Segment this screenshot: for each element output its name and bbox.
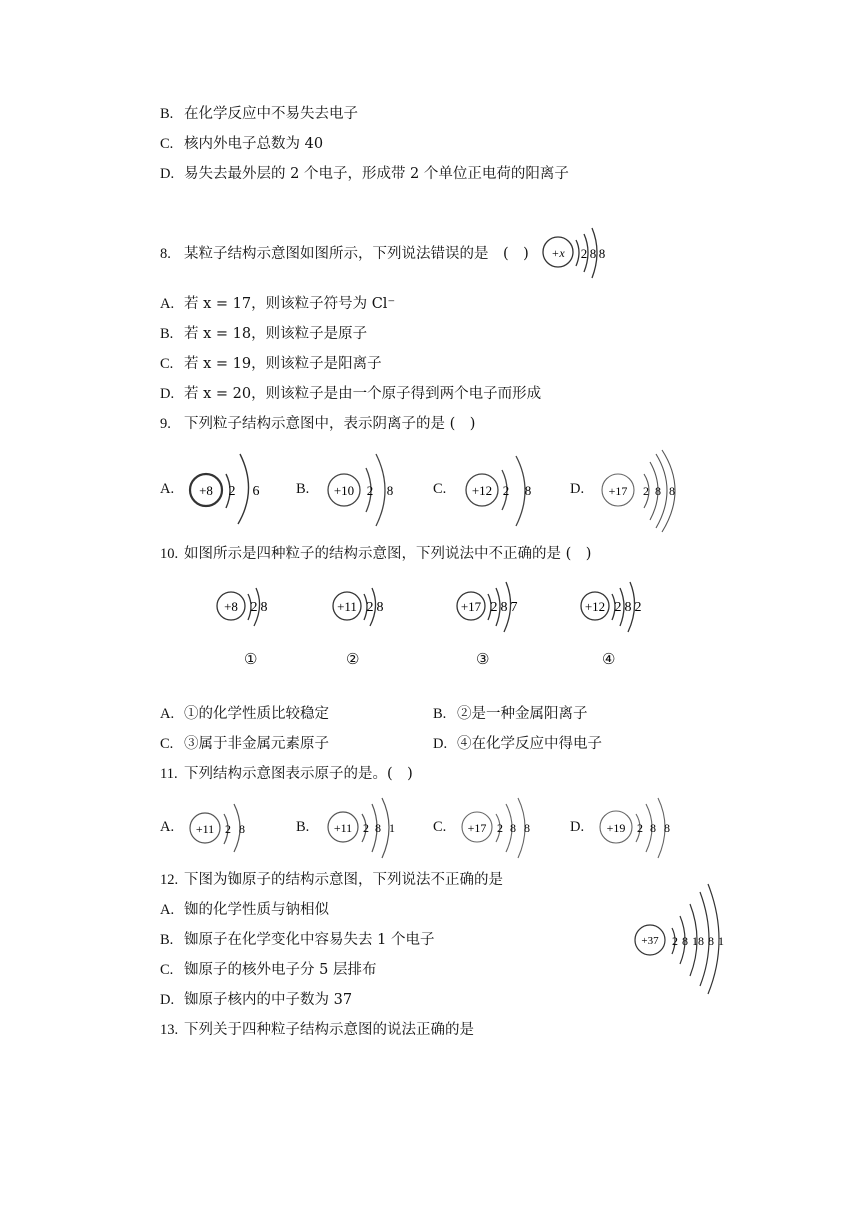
q12-option-d: D. 铷原子核内的中子数为 37 bbox=[160, 992, 353, 1008]
svg-text:+37: +37 bbox=[641, 935, 659, 947]
q10-caption-4: ④ bbox=[602, 650, 616, 668]
svg-text:1: 1 bbox=[389, 821, 395, 835]
svg-text:1: 1 bbox=[718, 934, 724, 948]
svg-text:+8: +8 bbox=[224, 599, 238, 614]
svg-text:18: 18 bbox=[692, 934, 704, 948]
q11-option-d-label: D. bbox=[570, 819, 585, 835]
svg-text:8: 8 bbox=[650, 821, 656, 835]
q7-option-d: D. 易失去最外层的 2 个电子，形成带 2 个单位正电荷的阳离子 bbox=[160, 166, 569, 182]
q8-option-a: A. 若 x = 17，则该粒子符号为 Cl⁻ bbox=[160, 296, 396, 312]
svg-text:8: 8 bbox=[708, 934, 714, 948]
svg-text:2: 2 bbox=[643, 484, 649, 498]
q8-option-b: B. 若 x = 18，则该粒子是原子 bbox=[160, 326, 368, 342]
q9-option-b-label: B. bbox=[296, 481, 310, 497]
svg-text:8: 8 bbox=[624, 600, 632, 615]
svg-text:2: 2 bbox=[225, 822, 231, 836]
q9-option-c-label: C. bbox=[433, 481, 447, 497]
q8-option-c: C. 若 x = 19，则该粒子是阳离子 bbox=[160, 356, 382, 372]
q11-stem: 11. 下列结构示意图表示原子的是。( ) bbox=[160, 766, 413, 782]
svg-text:2: 2 bbox=[366, 483, 374, 498]
q7-option-c: C. 核内外电子总数为 40 bbox=[160, 136, 324, 152]
q8-diagram bbox=[536, 222, 616, 286]
svg-text:+17: +17 bbox=[467, 821, 487, 835]
svg-text:+12: +12 bbox=[584, 599, 606, 614]
svg-text:7: 7 bbox=[510, 600, 518, 615]
svg-text:8: 8 bbox=[524, 483, 532, 498]
svg-text:2: 2 bbox=[634, 600, 642, 615]
q10-diagram-1 bbox=[214, 586, 284, 634]
svg-text:2: 2 bbox=[497, 821, 503, 835]
q10-diagram-4 bbox=[578, 580, 658, 636]
q11-option-d-diagram bbox=[598, 796, 678, 862]
svg-text:8: 8 bbox=[655, 484, 661, 498]
svg-text:2: 2 bbox=[490, 600, 498, 615]
q12-diagram bbox=[632, 882, 732, 1000]
shell-electrons: 8 bbox=[598, 246, 606, 261]
svg-text:+10: +10 bbox=[333, 483, 355, 498]
q9-option-d-label: D. bbox=[570, 481, 585, 497]
svg-text:2: 2 bbox=[614, 600, 622, 615]
q12-option-a: A. 铷的化学性质与钠相似 bbox=[160, 902, 329, 918]
svg-text:+17: +17 bbox=[608, 484, 628, 498]
svg-text:8: 8 bbox=[664, 821, 670, 835]
q10-diagram-3 bbox=[454, 580, 534, 636]
q12-option-b: B. 铷原子在化学变化中容易失去 1 个电子 bbox=[160, 932, 435, 948]
q9-option-a-label: A. bbox=[160, 481, 175, 497]
q8-stem: 8. 某粒子结构示意图如图所示，下列说法错误的是 ( ) bbox=[160, 246, 529, 262]
q11-option-b-label: B. bbox=[296, 819, 310, 835]
svg-text:+19: +19 bbox=[606, 821, 626, 835]
svg-text:8: 8 bbox=[375, 821, 381, 835]
svg-text:8: 8 bbox=[682, 934, 688, 948]
svg-text:+12: +12 bbox=[471, 483, 493, 498]
q10-stem: 10. 如图所示是四种粒子的结构示意图，下列说法中不正确的是 ( ) bbox=[160, 546, 592, 562]
svg-text:+11: +11 bbox=[195, 822, 215, 836]
shell-electrons: 8 bbox=[589, 246, 597, 261]
svg-text:2: 2 bbox=[637, 821, 643, 835]
svg-text:8: 8 bbox=[510, 821, 516, 835]
q10-option-b: B. ②是一种金属阳离子 bbox=[433, 706, 588, 722]
svg-text:2: 2 bbox=[228, 484, 236, 499]
svg-text:8: 8 bbox=[260, 600, 268, 615]
q7-option-b: B. 在化学反应中不易失去电子 bbox=[160, 106, 358, 122]
svg-text:8: 8 bbox=[669, 484, 675, 498]
svg-text:6: 6 bbox=[252, 484, 260, 499]
q8-option-d: D. 若 x = 20，则该粒子是由一个原子得到两个电子而形成 bbox=[160, 386, 542, 402]
q10-caption-1: ① bbox=[244, 650, 258, 668]
q11-option-a-diagram bbox=[188, 800, 258, 860]
svg-text:+17: +17 bbox=[460, 599, 482, 614]
q10-option-a: A. ①的化学性质比较稳定 bbox=[160, 706, 329, 722]
q9-option-a-diagram bbox=[186, 452, 266, 532]
svg-text:8: 8 bbox=[239, 822, 245, 836]
svg-text:2: 2 bbox=[363, 821, 369, 835]
q10-option-d: D. ④在化学反应中得电子 bbox=[433, 736, 602, 752]
svg-text:8: 8 bbox=[500, 600, 508, 615]
q9-option-d-diagram bbox=[600, 448, 690, 536]
q11-option-a-label: A. bbox=[160, 819, 175, 835]
svg-text:2: 2 bbox=[502, 483, 510, 498]
nucleus-charge: +x bbox=[551, 246, 565, 260]
q10-diagram-2 bbox=[330, 586, 400, 634]
q11-option-c-label: C. bbox=[433, 819, 447, 835]
svg-text:8: 8 bbox=[376, 600, 384, 615]
q13-stem: 13. 下列关于四种粒子结构示意图的说法正确的是 bbox=[160, 1022, 474, 1038]
q10-caption-3: ③ bbox=[476, 650, 490, 668]
q11-option-c-diagram bbox=[460, 796, 540, 862]
svg-text:8: 8 bbox=[524, 821, 530, 835]
svg-text:2: 2 bbox=[250, 600, 258, 615]
svg-text:+11: +11 bbox=[337, 599, 357, 614]
q11-option-b-diagram bbox=[326, 796, 406, 862]
q10-caption-2: ② bbox=[346, 650, 360, 668]
q9-option-b-diagram bbox=[324, 452, 404, 532]
svg-text:2: 2 bbox=[672, 934, 678, 948]
svg-text:+8: +8 bbox=[199, 483, 213, 498]
svg-text:8: 8 bbox=[386, 483, 394, 498]
q10-option-c: C. ③属于非金属元素原子 bbox=[160, 736, 329, 752]
svg-text:+11: +11 bbox=[333, 821, 353, 835]
q12-stem: 12. 下图为铷原子的结构示意图，下列说法不正确的是 bbox=[160, 872, 503, 888]
shell-electrons: 2 bbox=[580, 246, 588, 261]
q12-option-c: C. 铷原子的核外电子分 5 层排布 bbox=[160, 962, 377, 978]
q9-stem: 9. 下列粒子结构示意图中，表示阴离子的是 ( ) bbox=[160, 416, 476, 432]
svg-text:2: 2 bbox=[366, 600, 374, 615]
q9-option-c-diagram bbox=[462, 452, 542, 532]
